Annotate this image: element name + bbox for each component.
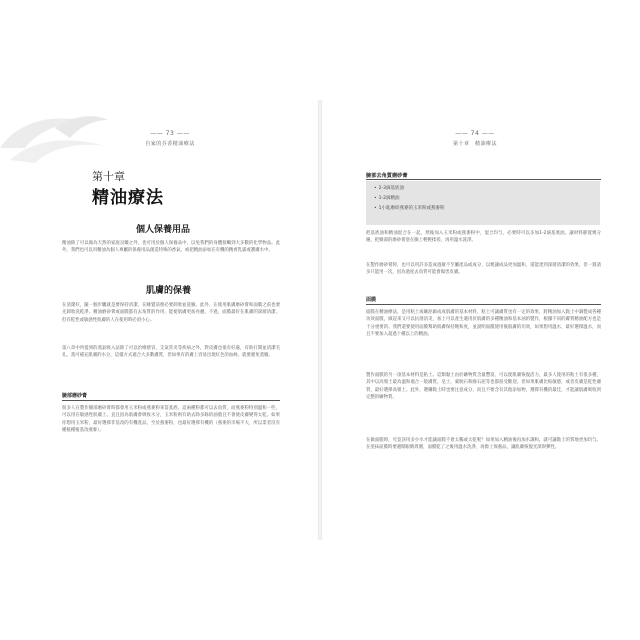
left-running-header <box>120 130 220 147</box>
left-paragraph-2: 在清潔好，隨一個步驟就是要保持清潔，在睡覺前務必要卸妝並洗臉。此外，在使用肌膚磨砂膏和面膜之前也要先卸妝洗乾淨。精油磨砂膏或面膜都有去角質的作用，能使肌膚更加亮麗。不過，面膜最好在肌膚的深層清潔，但有乾性或敏感性肌膚的人在使用時必須小心。 <box>62 303 280 323</box>
section-title-personal-care: 個人保養用品 <box>136 225 191 235</box>
ingredient-item: • 2-3滴基底油 <box>374 184 600 194</box>
right-subhead-mask: 面膜 <box>366 297 377 303</box>
watermark-swirl-icon <box>0 108 110 168</box>
right-subhead-rule <box>366 304 601 305</box>
left-header-title: 自家的芬香精油療法 <box>145 141 195 147</box>
left-subhead-rule <box>62 400 280 401</box>
right-paragraph-4: 製作面膜的另一項基本材料是粘土。這類黏土由於礦物質含量豐富，可以使肌膚恢復活力，最多人使用的粘土有很多種，其中以高嶺土最為溫和適合一般膚質，皂土、蒙脫石和綠石泥等也都很受歡迎。但如果肌膚比較敏感，或者皮膚是乾性膚質，最好選擇高嶺土。此外，選購黏土時也要注意成分，而且不要含有其他添加物，選擇有機的最佳，才能讓肌膚吸收到完整的礦物質。 <box>366 373 601 401</box>
ingredient-box <box>366 181 600 225</box>
left-header-rule: —— 73 —— <box>150 130 190 137</box>
right-header-title: 第十章 精油療法 <box>452 141 497 147</box>
right-paragraph-5: 在做面膜時，究竟該用多少水才能讓面膜不會太稀或太乾呢？如果加入精油後再加水調和，就可讓黏土的質地更加均勻。在塗抹面膜時要避開眼睛周圍，面膜乾了之後用溫水洗淨，再擦上保養品，讓肌膚恢復光澤與彈性。 <box>366 438 601 451</box>
left-paragraph-3: 第八章中所提到的蒸氣吸入法除了可以治療感冒、支氣管炎等疾病之外，對皮膚也很有好處，有助打開並清潔毛孔。蒸可補充肌膚的水分，這樣方式適合大多數膚質，但如果有的膚上容易出現紅色的血絲，就要避免蒸臉。 <box>62 346 280 359</box>
ingredient-list <box>366 181 600 214</box>
section-title-skin-care: 肌膚的保養 <box>146 286 192 296</box>
ingredient-item: • 1-2滴精油 <box>374 194 600 204</box>
right-header-rule: —— 74 —— <box>455 130 495 137</box>
recipe-box-title: 臉部去角質磨砂膏 <box>366 173 408 179</box>
book-spine <box>318 100 322 540</box>
recipe-box-rule <box>366 179 601 180</box>
chapter-title: 精油療法 <box>92 188 164 208</box>
left-paragraph-4: 很多人在製作臉部磨砂膏時都會用玉米粉或燕麥粉來當基底。這兩種粉都可以去角質，而燕麥粉特別溫和一些，可以用在敏感性肌膚上。直且因為肌膚會吸收水分，玉米粉則有助去除多餘的油脂且不會使皮膚變得太乾。如果你想用玉米粉，最好選擇非基改的有機產品，至於燕麥粉，也最好選擇有機的（燕麥的市場不大，所以業者沒有種植種植基改燕麥）。 <box>62 406 280 434</box>
right-paragraph-2: 在製作磨砂膏時，也可以用許多造成過敏不至屬產品或成分，以便讓成品更加溫和，還能達到深層清潔的效果，但一週請多只能用一次，因為過度去角質可能會傷害皮膚。 <box>366 263 601 276</box>
ingredient-item: • 1小匙磨碎燕麥的玉米粉或燕麥粉 <box>374 204 600 214</box>
chapter-label: 第十章 <box>92 170 125 183</box>
right-running-header <box>420 130 530 147</box>
left-subhead-scrub: 臉部磨砂膏 <box>62 393 88 399</box>
right-paragraph-3: 面膜在精油療法，是用粘土或礦泥做成成肌膚的基本材料，粘土可讓膚質也有一定的效果，將精油加入黏土中調製成各種功效面膜，做起來又可以抗菌消炎，加上可以產生適用於肌膚的多種精油和基本油的製作，根據不同的膚質精油配方也是十分重要的。我們還要使用面膜幫助肌膚保持飽和度，並說明面膜使用後肌膚的功效，如果想用溫水，最好選擇溫水，而且不要加入超過十種以上的精油。 <box>366 310 601 338</box>
right-paragraph-1: 把基底油和精油混合在一起，然後加入玉米粉或燕麥粉中，混合均勻，必要時可以多加1-2滴基底油。讓材料靜置幾分鐘，把臉部的磨砂膏塗在臉上輕輕揉搓，再用溫水洗淨。 <box>366 231 601 244</box>
left-paragraph-1: 精油除了可以做為天然的家庭良藥之外，也可用於個人保養品中，以免我們的身體接觸到大多數的化學物品。此外，我們也可以用精油為個人專屬的保養用品創造特殊的香氣，或把精油添加在有機的精香乳霜或護膚水中。 <box>62 241 280 254</box>
